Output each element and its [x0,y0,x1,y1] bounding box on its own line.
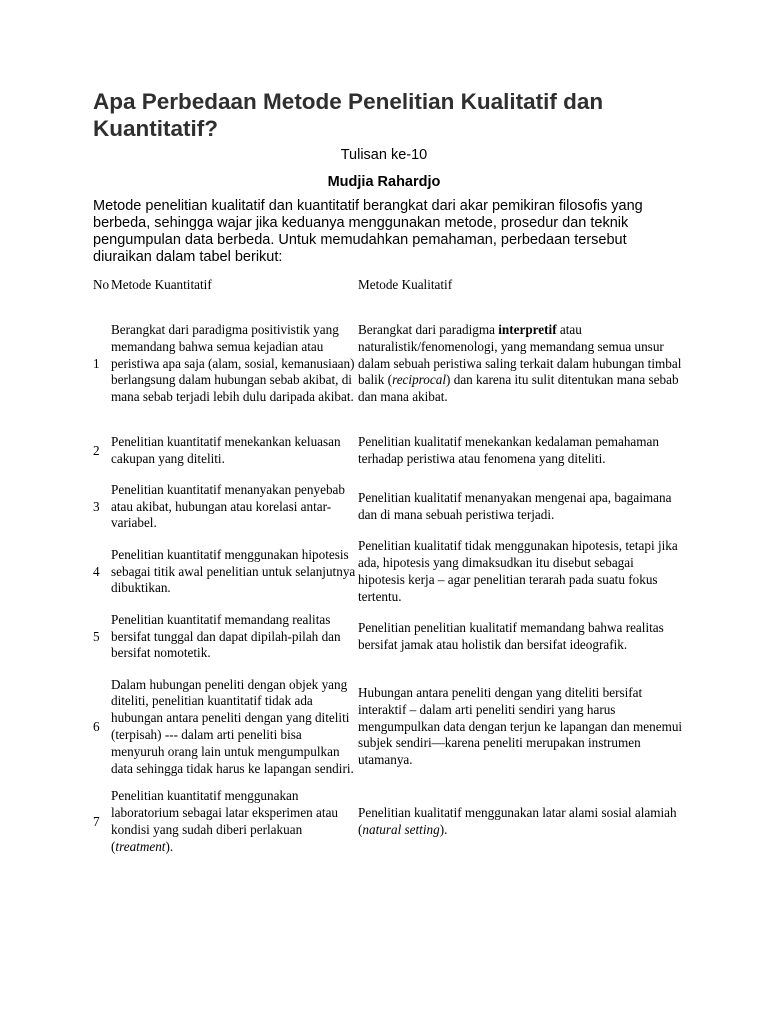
row-number: 3 [93,498,100,514]
intro-paragraph: Metode penelitian kualitatif dan kuantitatif berangkat dari akar pemikiran filosofis yang berbeda, sehingga wajar jika keduanya menggunakan metode, prosedur dan teknik pengumpulan data berbeda. Untuk memudahkan pemahaman, perbedaan tersebut diuraikan dalam tabel berikut: [93,198,643,265]
cell-kualitatif: Penelitian kualitatif tidak menggunakan hipotesis, tetapi jika ada, hipotesis yang dimaksudkan itu disebut sebagai hipotesis kerja – agar penelitian terarah pada suatu fokus tertentu. [358,538,678,604]
header-kuantitatif: Metode Kuantitatif [111,277,212,292]
cell-kuantitatif: Berangkat dari paradigma positivistik yang memandang bahwa semua kejadian atau peristiwa apa saja (alam, sosial, kemanusiaan) berlangsung dalam hubungan sebab akibat, di mana sebab terjadi lebih dulu daripada akibat. [111,322,355,405]
author: Mudjia Rahardjo [327,174,441,190]
cell-kuantitatif: Dalam hubungan peneliti dengan objek yang diteliti, penelitian kuantitatif tidak ada hubungan antara peneliti dengan yang diteliti (terpisah) --- dalam arti peneliti bisa menyuruh orang lain untuk mengumpulkan data sehingga tidak harus ke lapangan sendiri. [111,676,354,776]
cell-kuantitatif: Penelitian kuantitatif menekankan keluasan cakupan yang diteliti. [111,434,341,466]
page-title: Apa Perbedaan Metode Penelitian Kualitatif dan Kuantitatif? [93,89,604,141]
cell-kualitatif: Berangkat dari paradigma interpretif atau naturalistik/fenomenologi, yang memandang semua unsur dalam sebuah peristiwa saling terkait dalam hubungan timbal balik (reciprocal) dan karena itu sulit ditentukan mana sebab dan mana akibat. [358,322,682,405]
table-row [93,537,683,607]
row-number: 5 [93,628,100,644]
table-row [93,425,683,477]
table-row [93,607,683,667]
cell-kuantitatif: Penelitian kuantitatif menanyakan penyebab atau akibat, hubungan atau korelasi antar-variabel. [111,481,345,531]
table-header [93,277,683,295]
row-number: 4 [93,563,100,579]
cell-kuantitatif: Penelitian kuantitatif memandang realitas bersifat tunggal dan dapat dipilah-pilah dan bersifat nomotetik. [111,611,341,661]
cell-kuantitatif: Penelitian kuantitatif menggunakan laboratorium sebagai latar eksperimen atau kondisi yang sudah diberi perlakuan (treatment). [111,788,339,854]
row-number: 1 [93,355,100,371]
row-number: 2 [93,442,100,458]
table-row [93,787,683,857]
header-no: No [93,277,110,292]
table-row [93,667,683,787]
cell-kualitatif: Penelitian penelitian kualitatif memandang bahwa realitas bersifat jamak atau holistik dan bersifat ideografik. [358,620,664,652]
table-row [93,477,683,537]
cell-kualitatif: Penelitian kualitatif menanyakan mengenai apa, bagaimana dan di mana sebuah peristiwa terjadi. [358,490,672,522]
subtitle: Tulisan ke-10 [340,147,428,163]
row-number: 7 [93,813,100,829]
cell-kualitatif: Penelitian kualitatif menekankan kedalaman pemahaman terhadap peristiwa atau fenomena yang diteliti. [358,434,659,466]
table-row [93,303,683,425]
header-kualitatif: Metode Kualitatif [358,277,453,292]
cell-kuantitatif: Penelitian kuantitatif menggunakan hipotesis sebagai titik awal penelitian untuk selanjutnya dibuktikan. [111,546,356,596]
comparison-table [93,277,683,857]
row-number: 6 [93,718,100,734]
cell-kualitatif: Hubungan antara peneliti dengan yang diteliti bersifat interaktif – dalam arti peneliti sendiri yang harus mengumpulkan data dengan terjun ke lapangan dan menemui subjek sendiri—karena peneliti merupakan instrumen utamanya. [358,685,683,768]
cell-kualitatif: Penelitian kualitatif menggunakan latar alami sosial alamiah (natural setting). [358,805,677,837]
